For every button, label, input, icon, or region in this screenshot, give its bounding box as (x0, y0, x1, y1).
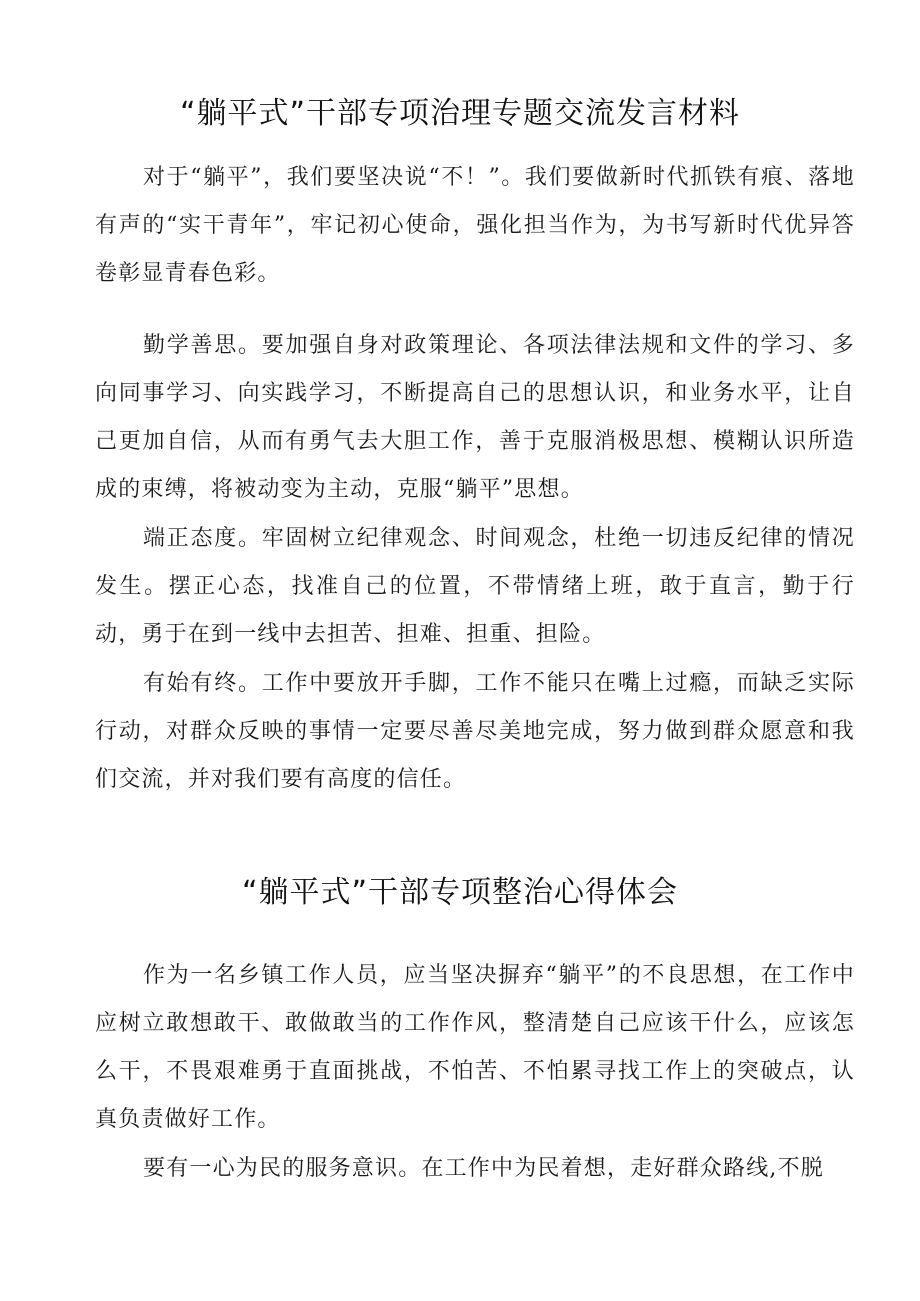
section-1-paragraph-3: 端正态度。牢固树立纪律观念、时间观念，杜绝一切违反纪律的情况发生。摆正心态，找准自己的位置，不带情绪上班，敢于直言，勤于行动，勇于在到一线中去担苦、担难、担重、担险。 (95, 526, 855, 647)
section-1-title: “躺平式”干部专项治理专题交流发言材料 (179, 96, 741, 131)
section-1-paragraph-4: 有始有终。工作中要放开手脚，工作不能只在嘴上过瘾，而缺乏实际行动，对群众反映的事情一定要尽善尽美地完成，努力做到群众愿意和我们交流，并对我们要有高度的信任。 (95, 671, 855, 792)
section-2-paragraph-1: 作为一名乡镇工作人员，应当坚决摒弃“躺平”的不良思想，在工作中应树立敢想敢干、敢做敢当的工作作风，整清楚自己应该干什么，应该怎么干，不畏艰难勇于直面挑战，不怕苦、不怕累寻找工作上的突破点，认真负责做好工作。 (95, 963, 855, 1132)
section-1-paragraph-1: 对于“躺平”，我们要坚决说“不！”。我们要做新时代抓铁有痕、落地有声的“实干青年”，牢记初心使命，强化担当作为，为书写新时代优异答卷彰显青春色彩。 (95, 165, 855, 286)
section-2-title: “躺平式”干部专项整治心得体会 (241, 875, 679, 910)
section-1-paragraph-2: 勤学善思。要加强自身对政策理论、各项法律法规和文件的学习、多向同事学习、向实践学习，不断提高自己的思想认识，和业务水平，让自己更加自信，从而有勇气去大胆工作，善于克服消极思想、模糊认识所造成的束缚，将被动变为主动，克服“躺平”思想。 (95, 333, 855, 502)
section-2-paragraph-2: 要有一心为民的服务意识。在工作中为民着想，走好群众路线,不脱 (143, 1156, 824, 1181)
